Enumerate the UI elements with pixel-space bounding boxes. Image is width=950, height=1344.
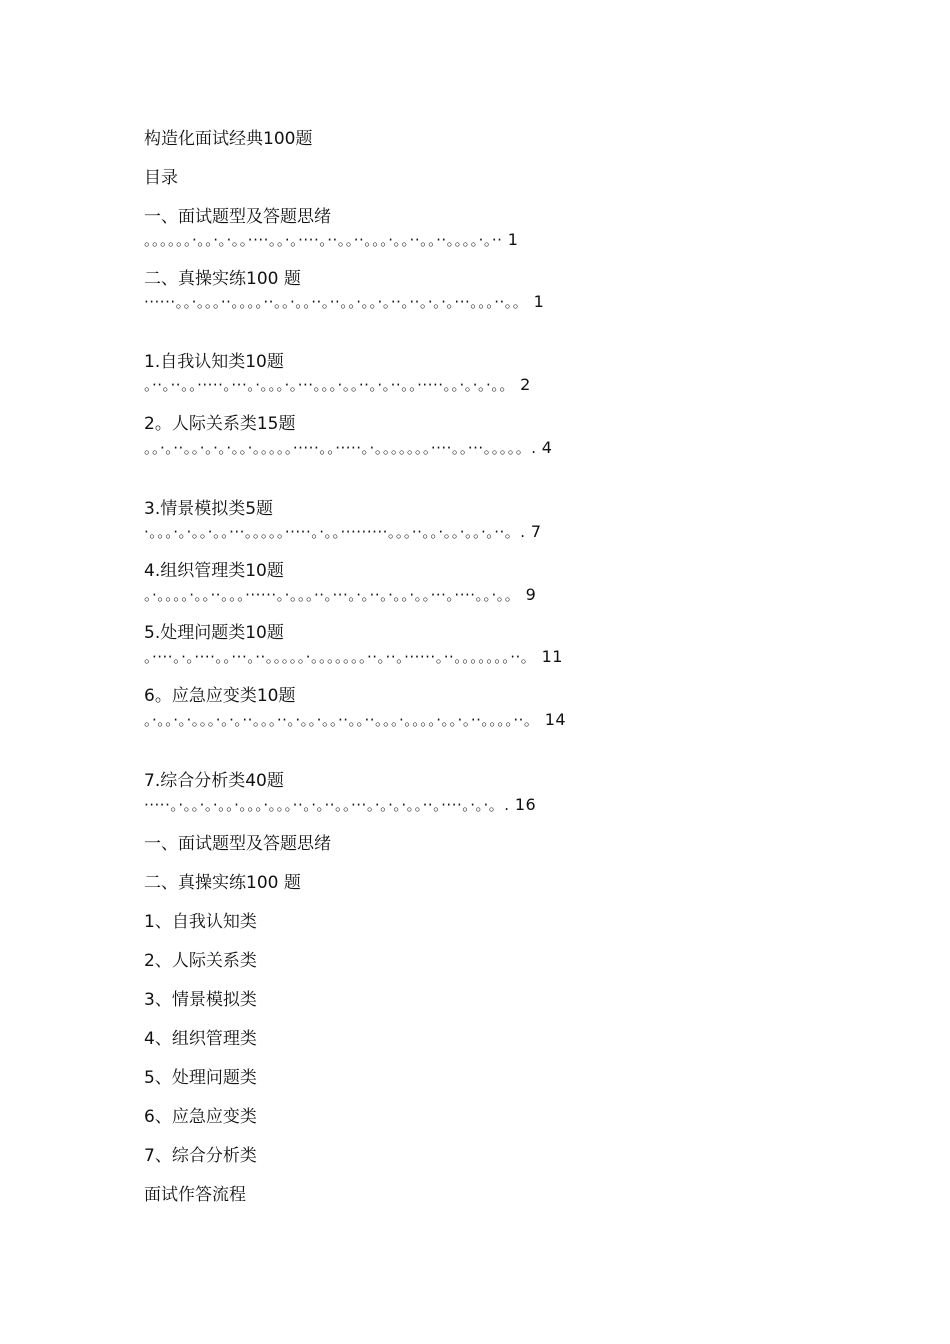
toc-entry-label[interactable]: 3.情景模拟类5题 xyxy=(144,499,274,519)
toc-entry-label[interactable]: 6。应急应变类10题 xyxy=(144,686,296,706)
toc-leader: 。·。。·。·。。。·。·。··。。。··。·。。·。。··。。··。。。·。。。。·。。·。··。。。。··。 14 xyxy=(144,710,567,729)
toc-entry-label[interactable]: 一、面试题型及答题思绪 xyxy=(144,207,331,227)
toc-leader: 。。。。。。·。。·。·。。····。。·。····。··。。··。。。·。。··。。··。。。。·。·· 1 xyxy=(144,230,519,249)
toc-page-number: 9 xyxy=(525,585,537,604)
toc-page-number: 1 xyxy=(507,230,519,249)
toc-leader: 。·。。。。·。。··。。。······。·。。。··。···。·。··。·。。·。。···。····。。·。。 9 xyxy=(144,585,537,604)
toc-leader: 。····。·。····。。···。··。。。。。·。。。。。。。··。··。······。··。。。。。。。··。 11 xyxy=(144,647,563,666)
toc-leader: 。。·。··。。·。·。·。。·。。。。。·····。。·····。·。。。。。。。····。。···。。。。。. 4 xyxy=(144,438,553,457)
toc-page-number: 4 xyxy=(541,438,553,457)
section-heading: 面试作答流程 xyxy=(144,1185,246,1205)
document-title: 构造化面试经典100题 xyxy=(144,129,313,149)
toc-page-number: 16 xyxy=(514,795,537,814)
toc-page-number: 1 xyxy=(533,292,545,311)
section-heading: 二、真操实练100 题 xyxy=(144,873,301,893)
section-heading: 3、情景模拟类 xyxy=(144,990,257,1010)
toc-entry-label[interactable]: 1.自我认知类10题 xyxy=(144,352,284,372)
section-heading: 2、人际关系类 xyxy=(144,951,257,971)
toc-entry-label[interactable]: 5.处理问题类10题 xyxy=(144,623,284,643)
toc-page-number: 14 xyxy=(544,710,567,729)
toc-leader: ·。。。·。·。。·。。···。。。。。·····。·。。·········。。。··。。·。。·。。·。··。. 7 xyxy=(144,522,542,541)
section-heading: 一、面试题型及答题思绪 xyxy=(144,834,331,854)
toc-entry-label[interactable]: 4.组织管理类10题 xyxy=(144,561,284,581)
toc-leader: ······。。·。。。··。。。。··。。·。。··。··。。·。。·。··。··。·。·。···。。。··。。 1 xyxy=(144,292,545,311)
section-heading: 7、综合分析类 xyxy=(144,1146,257,1166)
toc-entry-label[interactable]: 2。人际关系类15题 xyxy=(144,414,296,434)
section-heading: 5、处理问题类 xyxy=(144,1068,257,1088)
section-heading: 4、组织管理类 xyxy=(144,1029,257,1049)
section-heading: 6、应急应变类 xyxy=(144,1107,257,1127)
toc-page-number: 7 xyxy=(530,522,542,541)
toc-page-number: 2 xyxy=(520,375,531,394)
section-heading: 1、自我认知类 xyxy=(144,912,257,932)
toc-leader: 。··。··。。·····。···。·。。。·。···。。。·。。··。·。··。。·····。。·。·。·。。 2 xyxy=(144,375,531,394)
toc-page-number: 11 xyxy=(541,647,563,666)
toc-entry-label[interactable]: 二、真操实练100 题 xyxy=(144,269,301,289)
toc-heading: 目录 xyxy=(144,168,178,188)
toc-entry-label[interactable]: 7.综合分析类40题 xyxy=(144,771,284,791)
toc-leader: ·····。·。。·。·。。·。。。·。。。··。·。··。。···。·。·。·。。··。····。·。·。. 16 xyxy=(144,795,537,814)
